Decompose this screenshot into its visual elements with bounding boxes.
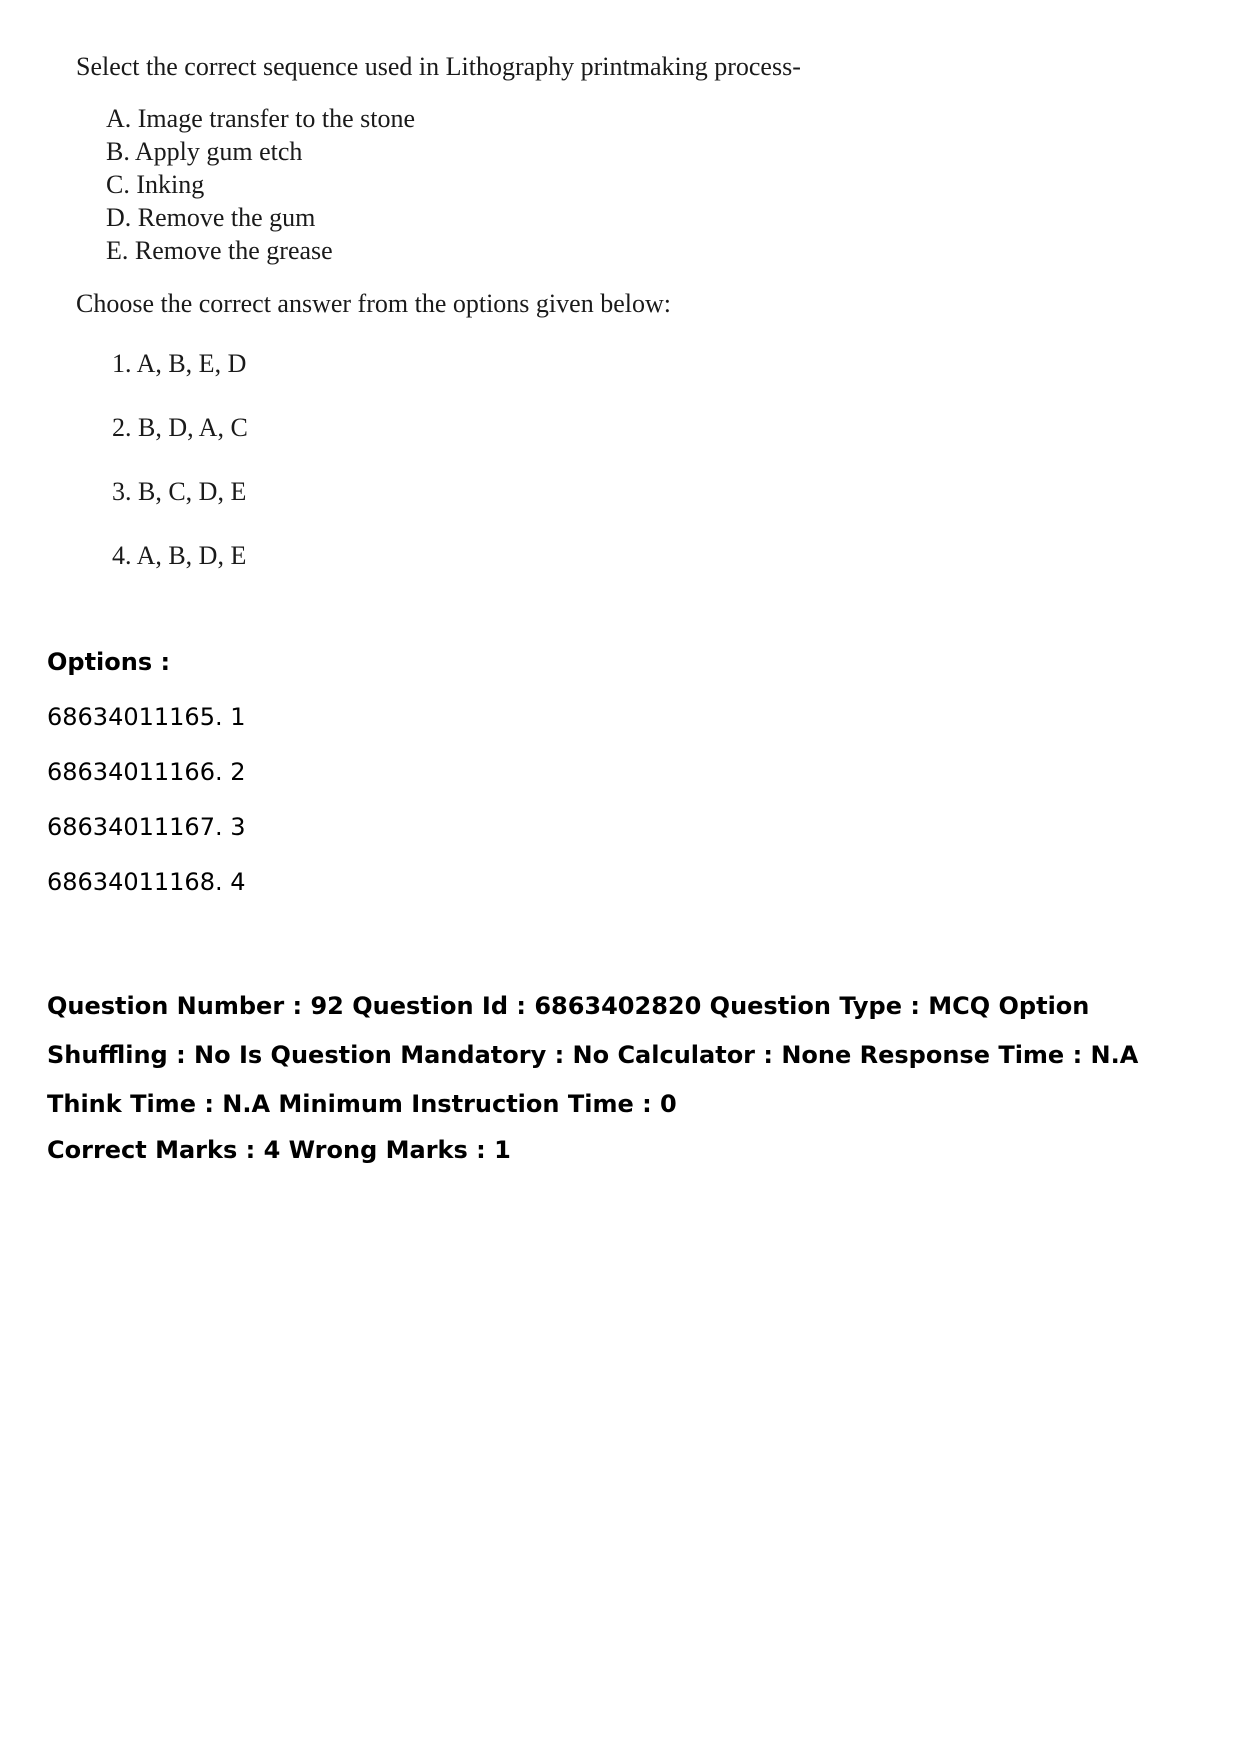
answer-choice: 4. A, B, D, E bbox=[112, 541, 247, 570]
process-step: B. Apply gum etch bbox=[106, 137, 303, 166]
option-item: 68634011168. 4 bbox=[47, 868, 246, 896]
answer-choice: 3. B, C, D, E bbox=[112, 477, 247, 506]
question-metadata: Question Number : 92 Question Id : 6863402820 Question Type : MCQ Option Shuffling : No Is Question Mandatory : No Calculator : None Response Time : N.A Think Time : N.A Minimum Instruction Time : 0 bbox=[47, 992, 1139, 1118]
process-step: C. Inking bbox=[106, 170, 205, 199]
question-stem: Select the correct sequence used in Lithography printmaking process- bbox=[76, 52, 801, 81]
marks-info: Correct Marks : 4 Wrong Marks : 1 bbox=[47, 1136, 511, 1164]
options-heading: Options : bbox=[47, 648, 171, 676]
answer-choice: 1. A, B, E, D bbox=[112, 349, 247, 378]
answer-choices-list bbox=[112, 349, 976, 605]
process-step: E. Remove the grease bbox=[106, 236, 333, 265]
options-list bbox=[47, 700, 246, 920]
process-step: A. Image transfer to the stone bbox=[106, 104, 416, 133]
option-item: 68634011165. 1 bbox=[47, 703, 246, 731]
question-image bbox=[76, 52, 976, 605]
option-item: 68634011166. 2 bbox=[47, 758, 246, 786]
answer-choice: 2. B, D, A, C bbox=[112, 413, 248, 442]
process-step: D. Remove the gum bbox=[106, 203, 316, 232]
process-steps-list bbox=[106, 102, 976, 267]
choose-instruction: Choose the correct answer from the options given below: bbox=[76, 289, 671, 318]
option-item: 68634011167. 3 bbox=[47, 813, 246, 841]
